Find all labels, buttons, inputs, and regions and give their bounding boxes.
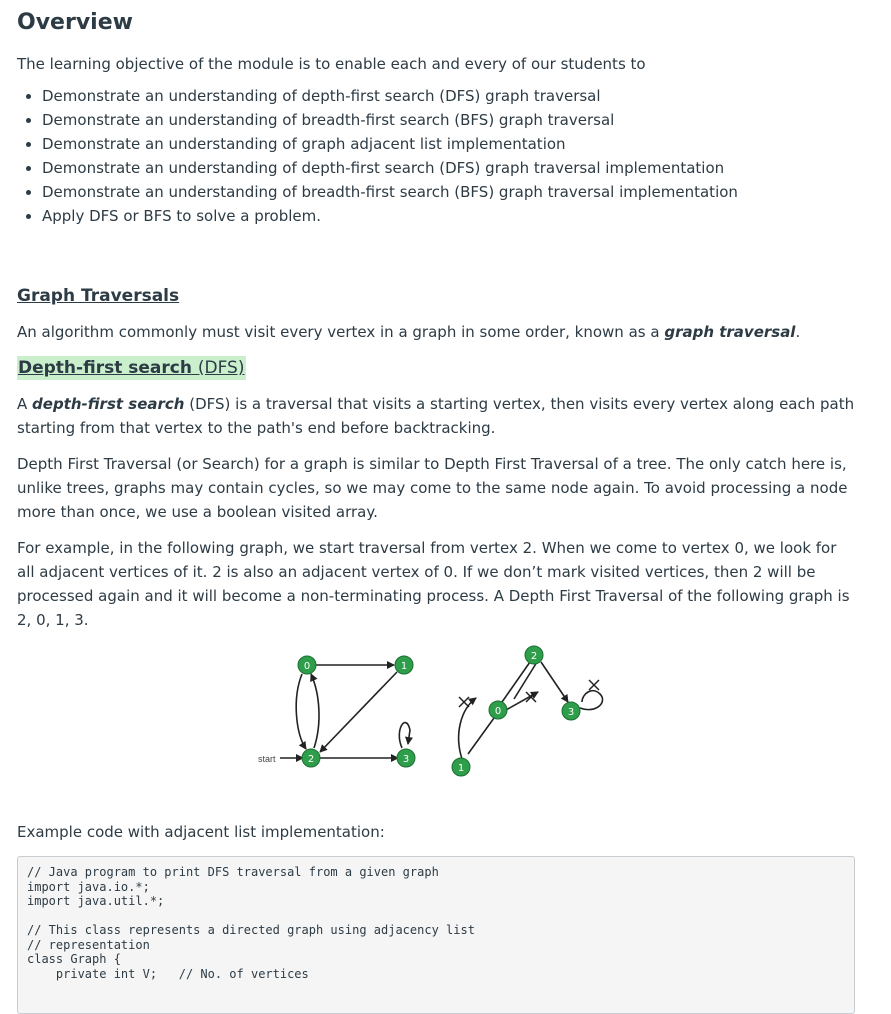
edge-3-self [399, 723, 410, 748]
graph-traversals-heading: Graph Traversals [17, 286, 180, 306]
svg-text:1: 1 [400, 661, 408, 672]
dfs-paragraph-cycles: Depth First Traversal (or Search) for a graph is similar to Depth First Traversal of a tree. The only catch here is, unlike trees, graphs may contain cycles, so we may come to the same node again. To avoid processing a node more than once, we use a boolean visited array. [17, 455, 848, 521]
dfs-heading-wrap [17, 356, 855, 380]
svg-text:0: 0 [303, 661, 311, 672]
objective-item: Demonstrate an understanding of breadth-first search (BFS) graph traversal [42, 108, 855, 132]
dfs-example-figure [17, 644, 855, 780]
edge-2-0 [311, 674, 319, 748]
right-node-0 [489, 701, 507, 719]
objectives-intro: The learning objective of the module is to enable each and every of our students to [17, 55, 646, 73]
cross-marks [459, 680, 599, 707]
svg-text:3: 3 [567, 707, 575, 718]
dfs-heading-main: Depth-first search [18, 358, 192, 378]
dfs-def-suffix: (DFS) is a traversal that visits a starting vertex, then visits every vertex along each path starting from that vertex to the path's end before backtracking. [17, 395, 855, 437]
tree-edge-2-3 [541, 662, 568, 702]
graph-traversals-heading-wrap [17, 284, 855, 308]
page [0, 8, 891, 1014]
objectives-list [17, 84, 855, 228]
graph-illustration [256, 644, 616, 780]
page-title: Overview [17, 10, 133, 35]
svg-text:2: 2 [307, 754, 315, 765]
code-intro: Example code with adjacent list implementation: [17, 823, 385, 841]
dfs-heading-abbr: (DFS) [197, 358, 245, 378]
dfs-definition [17, 392, 855, 440]
code-block: // Java program to print DFS traversal from a given graph import java.io.*; import java.util.*; // This class represents a directed graph using adjacency list // representation class Graph { private int V; // No. of vertices [17, 856, 855, 1014]
tree-edge-1-up [459, 698, 476, 759]
left-node-2 [302, 749, 320, 767]
definition-prefix: An algorithm commonly must visit every vertex in a graph in some order, known as a [17, 323, 665, 341]
start-label: start [258, 754, 276, 764]
right-node-3 [562, 702, 580, 720]
left-node-0 [298, 656, 316, 674]
left-node-3 [397, 749, 415, 767]
dfs-paragraph-example: For example, in the following graph, we start traversal from vertex 2. When we come to vertex 0, we look for all adjacent vertices of it. 2 is also an adjacent vertex of 0. If we don’t mark visited vertices, then 2 will be processed again and it will become a non-terminating process. A Depth First Traversal of the following graph is 2, 0, 1, 3. [17, 539, 850, 629]
definition-suffix: . [795, 323, 801, 341]
objective-item: Demonstrate an understanding of breadth-first search (BFS) graph traversal implementation [42, 180, 855, 204]
tree-edge-0-1 [468, 718, 494, 754]
dfs-def-prefix: A [17, 395, 33, 413]
objective-item: Apply DFS or BFS to solve a problem. [42, 204, 855, 228]
graph-traversal-definition [17, 320, 855, 344]
svg-text:1: 1 [457, 763, 465, 774]
definition-term: graph traversal [664, 323, 796, 341]
right-node-2 [525, 646, 543, 664]
svg-text:3: 3 [402, 754, 410, 765]
left-node-1 [395, 656, 413, 674]
objective-item: Demonstrate an understanding of depth-first search (DFS) graph traversal [42, 84, 855, 108]
svg-text:2: 2 [530, 651, 538, 662]
edge-1-2 [320, 672, 397, 752]
tree-edge-3-self [580, 691, 603, 710]
objective-item: Demonstrate an understanding of depth-first search (DFS) graph traversal implementation [42, 156, 855, 180]
svg-text:0: 0 [494, 706, 502, 717]
right-node-1 [452, 758, 470, 776]
dfs-def-term: depth-first search [32, 395, 185, 413]
objective-item: Demonstrate an understanding of graph adjacent list implementation [42, 132, 855, 156]
edge-0-2 [296, 674, 306, 749]
dfs-heading [17, 356, 246, 380]
